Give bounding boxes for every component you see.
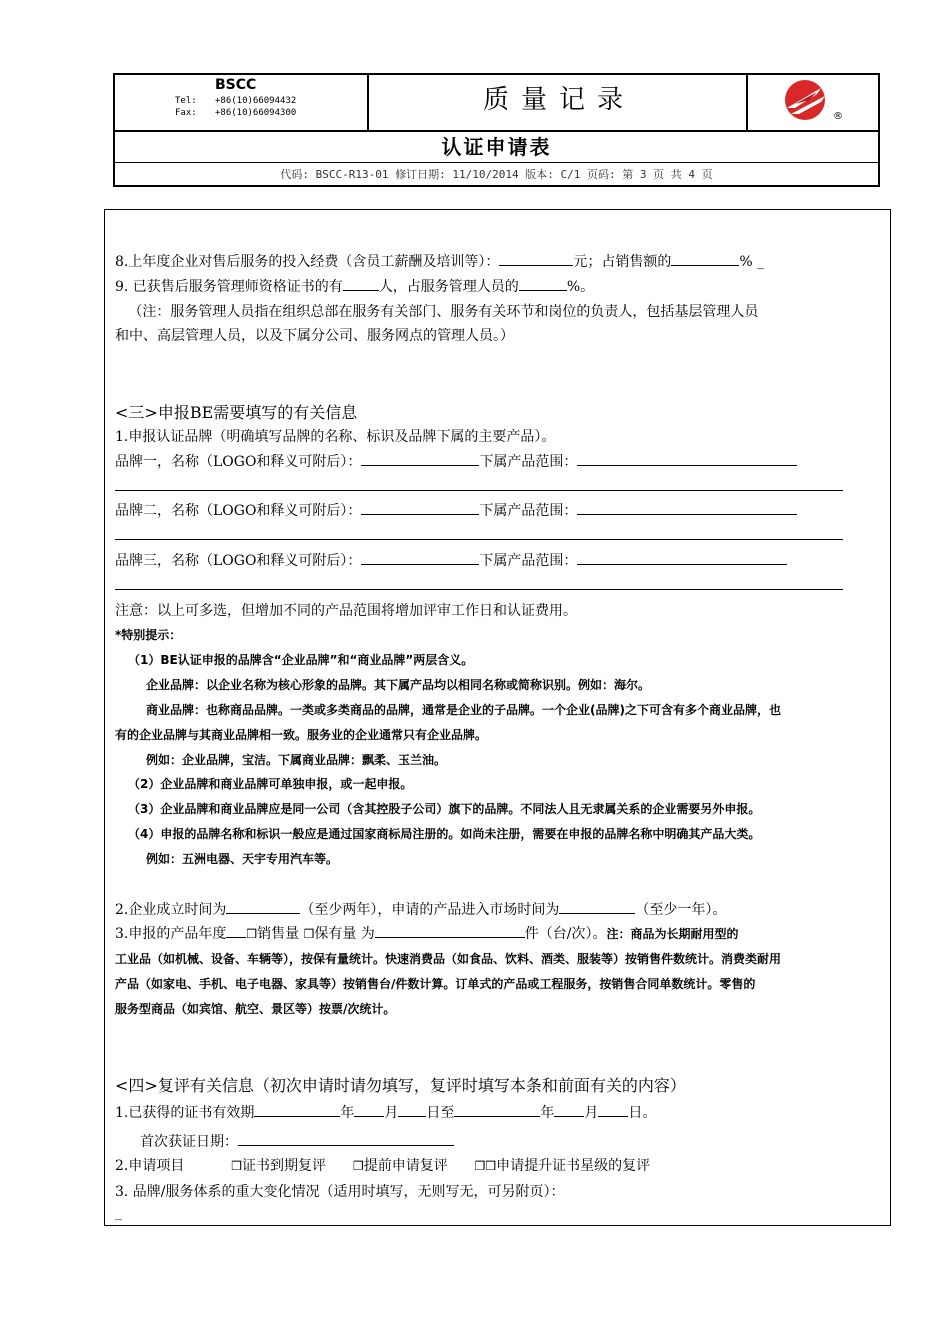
fax-label: Fax:: [175, 108, 197, 118]
section-3-q2: [115, 899, 726, 919]
input-sales-ratio[interactable]: [671, 252, 739, 266]
input-product-year[interactable]: [226, 924, 246, 938]
question-9: [115, 276, 594, 296]
year-label: 年: [340, 1105, 355, 1121]
input-cert-start-month[interactable]: [354, 1103, 384, 1117]
section-4-q1: [115, 1102, 656, 1122]
first-cert-date-label: 首次获证日期：: [140, 1134, 238, 1150]
renewal-checkbox[interactable]: ❒: [231, 1159, 243, 1173]
section-4-q2: [115, 1155, 650, 1175]
renewal-option-label: 证书到期复评: [242, 1158, 327, 1174]
tip-1d: 例如：企业品牌，宝洁。下属商业品牌：飘柔、玉兰油。: [146, 753, 447, 767]
tip-1c: 有的企业品牌与其商业品牌相一致。服务业的企业通常只有企业品牌。: [115, 728, 488, 742]
tip-1a: 企业品牌：以企业名称为核心形象的品牌。其下属产品均以相同名称或简称识别。例如：海尔。: [146, 678, 651, 692]
tip-4a: 例如：五洲电器、天宇专用汽车等。: [146, 852, 339, 866]
input-founded-date[interactable]: [226, 900, 300, 914]
day-to-label: 日至: [426, 1105, 455, 1121]
month-label: 月: [584, 1105, 599, 1121]
input-first-cert-date[interactable]: [238, 1132, 454, 1146]
header-divider: [367, 75, 369, 131]
q2-text: 2.企业成立时间为: [115, 902, 227, 918]
brand-2-name-input[interactable]: [361, 501, 479, 515]
brand-3-range-label: 下属产品范围：: [479, 553, 578, 569]
section-3-q3: [115, 923, 739, 943]
sales-checkbox[interactable]: ❒: [246, 927, 258, 941]
brand-1-range-input[interactable]: [577, 452, 797, 466]
brand-2-row: [115, 500, 797, 520]
early-renewal-option-label: 提前申请复评: [363, 1158, 448, 1174]
q3-note-start: 注：商品为长期耐用型的: [606, 927, 739, 941]
q2-text-2: （至少两年），申请的产品进入市场时间为: [300, 902, 560, 918]
q3-note-2: 产品（如家电、手机、电子电器、家具等）按销售台/件数计算。订单式的产品或工程服务，按销售合同单数统计。零售的: [115, 977, 756, 991]
note-line: 和中、高层管理人员，以及下属分公司、服务网点的管理人员。）: [115, 328, 514, 344]
input-market-date[interactable]: [559, 900, 635, 914]
brand-1-name-input[interactable]: [361, 452, 479, 466]
brand-1-range-line[interactable]: [115, 490, 843, 491]
brand-2-label: 品牌二，名称（LOGO和释义可附后）：: [115, 503, 362, 519]
doc-meta: 代码: BSCC-R13-01 修订日期: 11/10/2014 版本: C/1 页码: 第 3 页 共 4 页: [280, 168, 713, 181]
early-renewal-checkbox[interactable]: ❒: [352, 1159, 364, 1173]
brand-1-row: [115, 451, 797, 471]
note-line: （注：服务管理人员指在组织总部在服务有关部门、服务有关环节和岗位的负责人，包括基层管理人员: [115, 304, 759, 320]
registered-mark: ®: [833, 111, 843, 122]
header-table: [113, 73, 880, 187]
tel-label: Tel:: [175, 96, 197, 106]
brand-3-range-line[interactable]: [115, 589, 843, 590]
section-3-heading: <三>申报BE需要填写的有关信息: [115, 403, 358, 422]
stock-option-label: 保有量 为: [314, 926, 375, 942]
q1-text: 1.已获得的证书有效期: [115, 1105, 255, 1121]
upgrade-checkbox[interactable]: ❒❒: [474, 1159, 497, 1173]
brand-3-name-input[interactable]: [361, 551, 479, 565]
year-label: 年: [540, 1105, 555, 1121]
tip-4: （4）申报的品牌名称和标识一般应是通过国家商标局注册的。如尚未注册，需要在申报的品牌名称中明确其产品大类。: [128, 827, 761, 841]
input-cert-end-month[interactable]: [554, 1103, 584, 1117]
page-title: 质量记录: [482, 85, 635, 115]
day-label: 日。: [628, 1105, 657, 1121]
q2-text-3: （至少一年）。: [635, 902, 727, 918]
header-divider: [115, 162, 878, 163]
brand-3-label: 品牌三，名称（LOGO和释义可附后）：: [115, 553, 362, 569]
stock-checkbox[interactable]: ❒: [303, 927, 315, 941]
bscc-logo: [781, 78, 837, 124]
tip-1b: 商业品牌：也称商品品牌。一类或多类商品的品牌，通常是企业的子品牌。一个企业(品牌)之下可含有多个商业品牌，也: [146, 703, 781, 717]
input-quantity[interactable]: [375, 924, 525, 938]
tel-number: +86(10)66094432: [215, 96, 297, 106]
input-cert-end-year[interactable]: [454, 1103, 540, 1117]
org-name: BSCC: [215, 77, 257, 93]
q3-note-1: 工业品（如机械、设备、车辆等），按保有量统计。快速消费品（如食品、饮料、酒类、服装等）按销售件数统计。消费类耐用: [115, 952, 782, 966]
q3-unit: 件（台/次）。: [524, 926, 607, 942]
question-9-unit: %。: [566, 279, 595, 295]
section-4-heading: <四>复评有关信息（初次申请时请勿填写，复评时填写本条和前面有关的内容）: [115, 1076, 686, 1095]
question-8-text: 8.上年度企业对售后服务的投入经费（含员工薪酬及培训等）：: [115, 254, 500, 270]
multi-select-note: 注意：以上可多选，但增加不同的产品范围将增加评审工作日和认证费用。: [115, 603, 577, 619]
trailing-mark: _: [115, 1205, 122, 1221]
form-title: 认证申请表: [441, 135, 552, 159]
tip-1: （1）BE认证申报的品牌含“企业品牌”和“商业品牌”两层含义。: [128, 653, 474, 667]
sales-option-label: 销售量: [257, 926, 300, 942]
upgrade-option-label: 申请提升证书星级的复评: [496, 1158, 651, 1174]
brand-2-range-label: 下属产品范围：: [479, 503, 578, 519]
input-cert-start-year[interactable]: [254, 1103, 340, 1117]
question-9-text: 9. 已获售后服务管理师资格证书的有: [115, 279, 343, 295]
q3-text: 3.申报的产品年度: [115, 926, 227, 942]
tip-2: （2）企业品牌和商业品牌可单独申报，或一起申报。: [128, 777, 413, 791]
question-8: [115, 251, 764, 271]
question-8-text-2: 元；占销售额的: [573, 254, 672, 270]
section-3-q1: 1.申报认证品牌（明确填写品牌的名称、标识及品牌下属的主要产品）。: [115, 429, 556, 445]
q3-note-3: 服务型商品（如宾馆、航空、景区等）按票/次统计。: [115, 1002, 396, 1016]
brand-3-row: [115, 550, 787, 570]
first-cert-date-row: [140, 1131, 454, 1151]
input-cert-end-day[interactable]: [598, 1103, 628, 1117]
q2-label: 2.申请项目: [115, 1158, 185, 1174]
input-certified-count[interactable]: [343, 277, 379, 291]
brand-2-range-input[interactable]: [577, 501, 797, 515]
section-4-q3: 3. 品牌/服务体系的重大变化情况（适用时填写，无则写无，可另附页）：: [115, 1184, 565, 1200]
question-9-text-2: 人，占服务管理人员的: [378, 279, 519, 295]
tip-3: （3）企业品牌和商业品牌应是同一公司（含其控股子公司）旗下的品牌。不同法人且无隶属关系的企业需要另外申报。: [128, 802, 761, 816]
brand-1-label: 品牌一，名称（LOGO和释义可附后）：: [115, 454, 362, 470]
fax-number: +86(10)66094300: [215, 108, 297, 118]
brand-1-range-label: 下属产品范围：: [479, 454, 578, 470]
input-service-investment[interactable]: [499, 252, 573, 266]
tips-title: *特别提示：: [115, 628, 182, 642]
input-certified-ratio[interactable]: [519, 277, 567, 291]
question-8-unit: % _: [739, 254, 765, 270]
brand-3-range-input[interactable]: [577, 551, 787, 565]
brand-2-range-line[interactable]: [115, 539, 843, 540]
month-label: 月: [384, 1105, 399, 1121]
input-cert-start-day[interactable]: [398, 1103, 426, 1117]
